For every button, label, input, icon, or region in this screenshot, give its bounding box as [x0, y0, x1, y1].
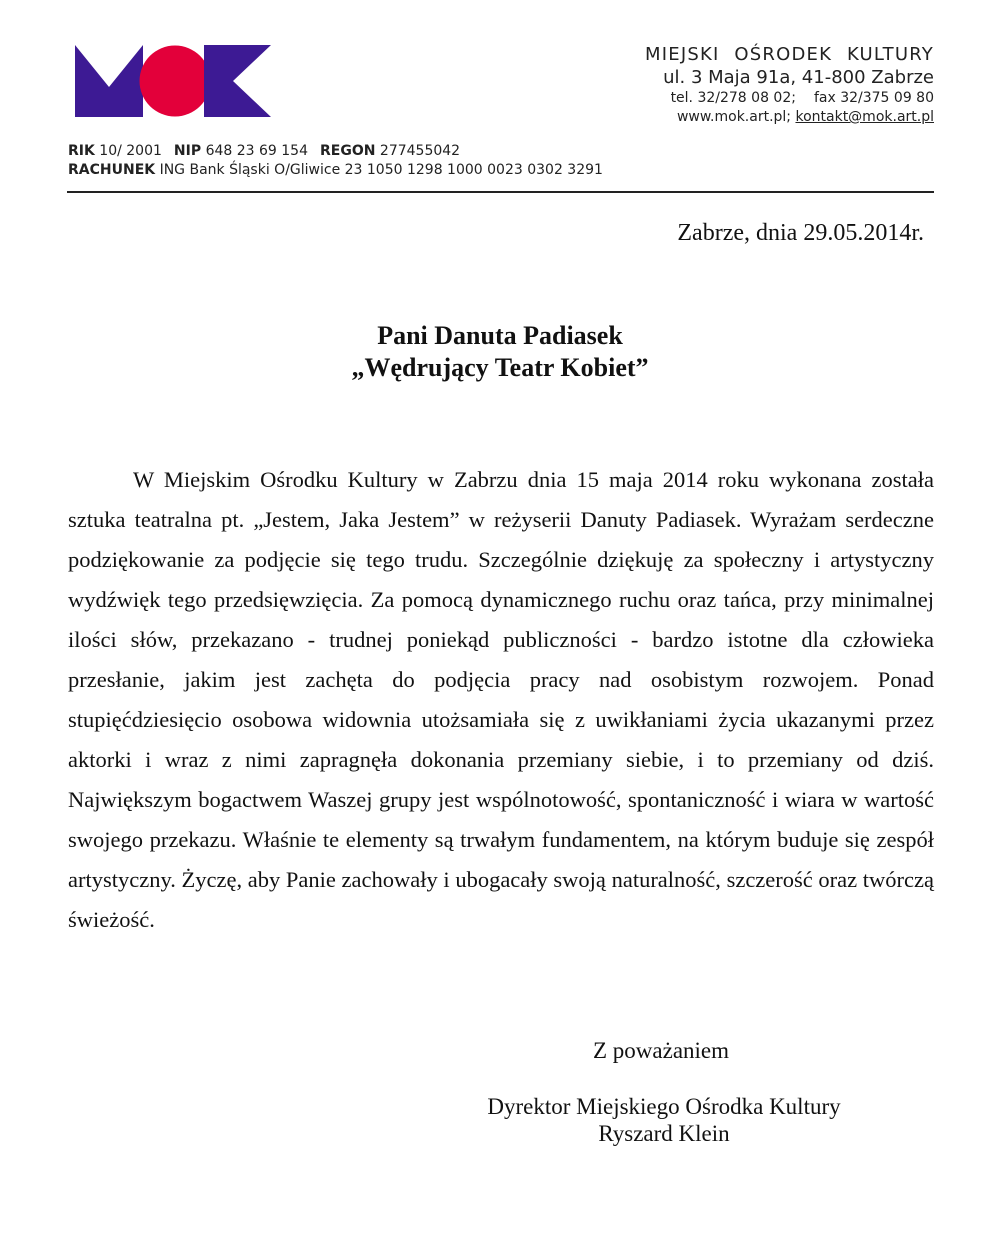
- signature-name: Ryszard Klein: [598, 1121, 730, 1146]
- logo-letter-m: [75, 45, 143, 117]
- recipient-name: Pani Danuta Padiasek: [377, 321, 623, 350]
- regon-label: REGON: [320, 143, 376, 159]
- letter-date: Zabrze, dnia 29.05.2014r.: [677, 220, 924, 246]
- account-value: ING Bank Śląski O/Gliwice 23 1050 1298 1000 0023 0302 3291: [159, 162, 603, 178]
- nip-value: 648 23 69 154: [205, 143, 308, 159]
- organization-contact-line: [645, 89, 934, 108]
- logo-letter-k: [204, 45, 271, 117]
- organization-phone: tel. 32/278 08 02;: [670, 90, 796, 106]
- mok-logo: [75, 45, 271, 117]
- organization-website[interactable]: www.mok.art.pl;: [676, 109, 792, 125]
- organization-name: MIEJSKI OŚRODEK KULTURY: [645, 44, 934, 65]
- signature-title: Dyrektor Miejskiego Ośrodka Kultury: [487, 1094, 841, 1119]
- account-label: RACHUNEK: [68, 162, 156, 178]
- registration-info: [68, 142, 603, 180]
- account-line: [68, 161, 603, 180]
- registration-line: [68, 142, 603, 161]
- rik-label: RIK: [68, 143, 95, 159]
- letter-closing: Z poważaniem: [593, 1038, 730, 1063]
- organization-web-line: [645, 108, 934, 127]
- organization-header: [645, 44, 934, 127]
- logo-letter-o: [140, 46, 211, 117]
- regon-value: 277455042: [379, 143, 461, 159]
- rik-value: 10/ 2001: [99, 143, 162, 159]
- organization-email-link[interactable]: kontakt@mok.art.pl: [795, 109, 934, 125]
- recipient-block: [0, 320, 1000, 384]
- recipient-group: „Wędrujący Teatr Kobiet”: [351, 353, 649, 382]
- signature-block: [478, 1093, 850, 1147]
- header-divider: [67, 191, 934, 193]
- nip-label: NIP: [173, 143, 202, 159]
- organization-fax: fax 32/375 09 80: [813, 90, 934, 106]
- organization-address: ul. 3 Maja 91a, 41-800 Zabrze: [663, 67, 934, 88]
- letter-body: W Miejskim Ośrodku Kultury w Zabrzu dnia 15 maja 2014 roku wykonana została sztuka teatralna pt. „Jestem, Jaka Jestem” w reżyserii Danuty Padiasek. Wyrażam serdeczne podziękowanie za podjęcie się tego trudu. Szczególnie dziękuję za społeczny i artystyczny wydźwięk tego przedsięwzięcia. Za pomocą dynamicznego ruchu oraz tańca, przy minimalnej ilości słów, przekazano - trudnej poniekąd publiczności - bardzo istotne dla człowieka przesłanie, jakim jest zachęta do podjęcia pracy nad osobistym rozwojem. Ponad stupięćdziesięcio osobowa widownia utożsamiała się z uwikłaniami życia ukazanymi przez aktorki i wraz z nimi zapragnęła dokonania przemiany siebie, i to przemiany od dziś. Największym bogactwem Waszej grupy jest wspólnotowość, spontaniczność i wiara w wartość swojego przekazu. Właśnie te elementy są trwałym fundamentem, na którym buduje się zespół artystyczny. Życzę, aby Panie zachowały i ubogacały swoją naturalność, szczerość oraz twórczą świeżość.: [68, 467, 934, 932]
